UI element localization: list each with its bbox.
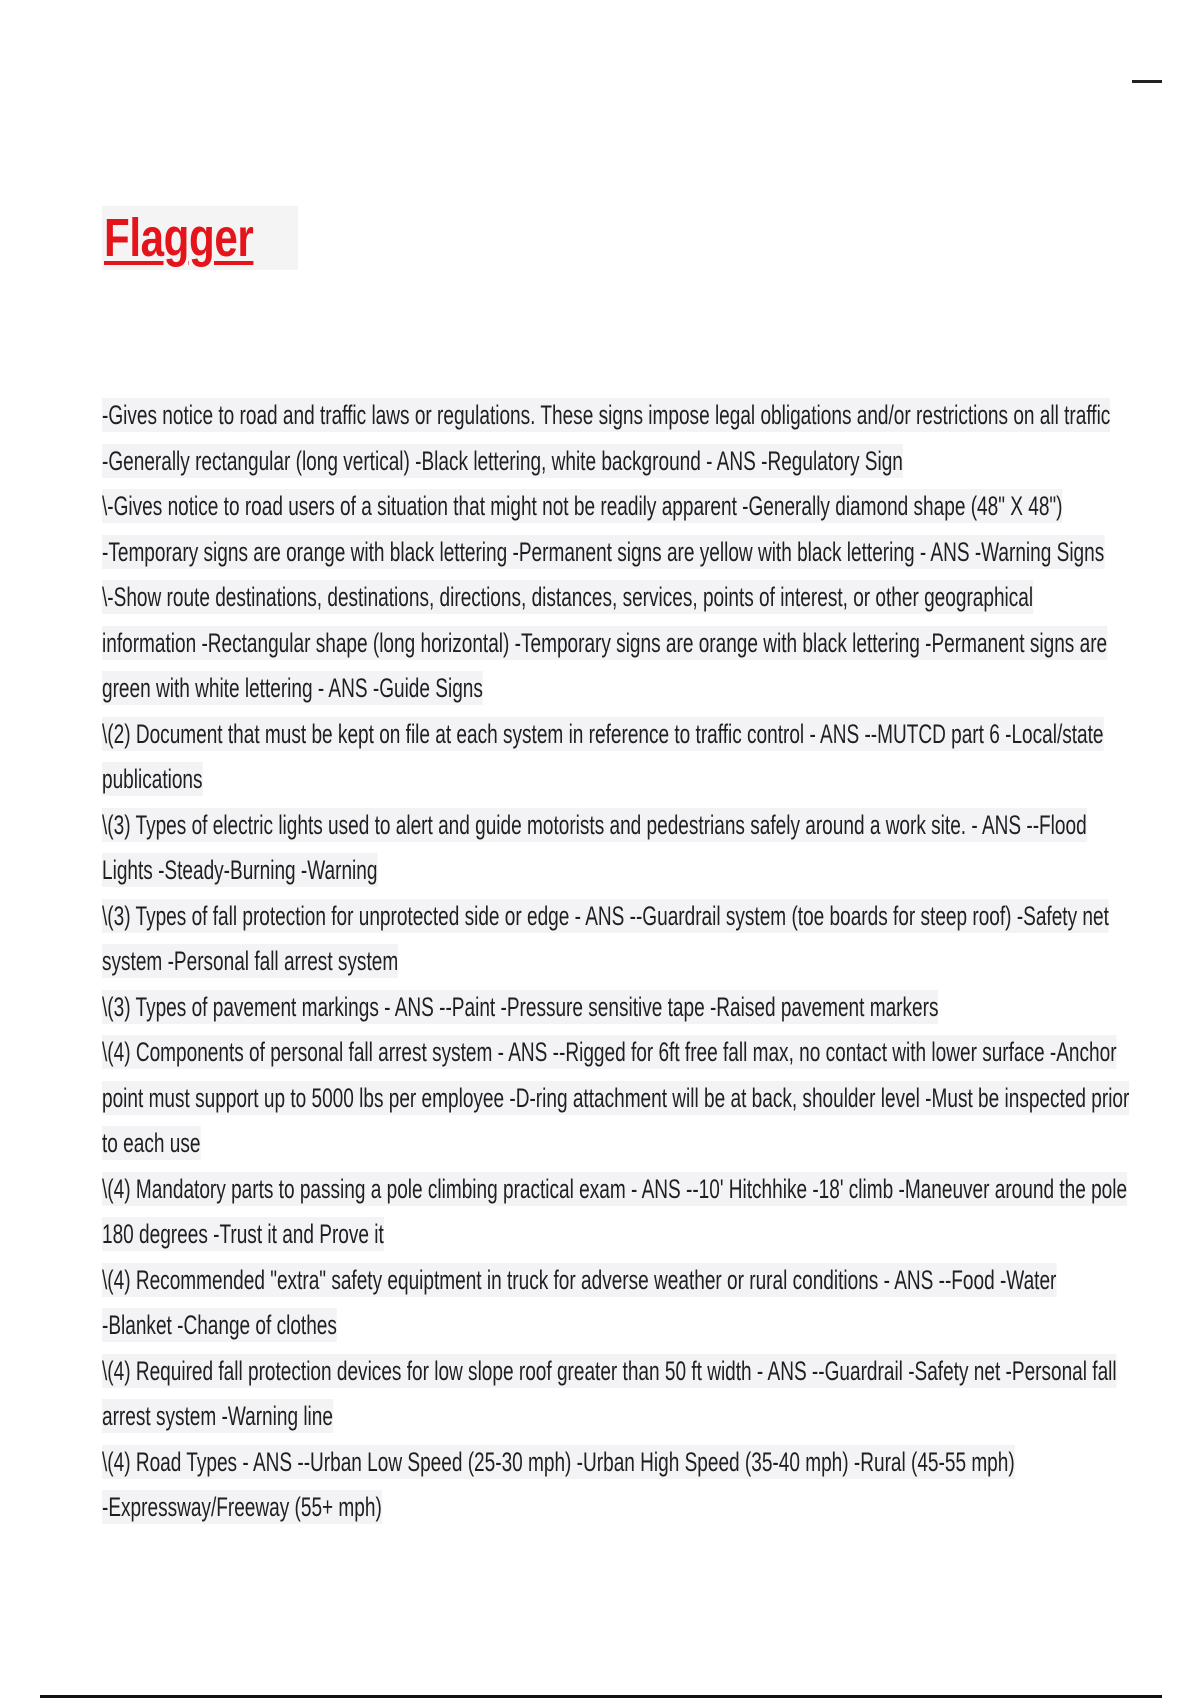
text-line (102, 1440, 1040, 1486)
text-line-content: information -Rectangular shape (long horizontal) -Temporary signs are orange with black lettering -Permanent signs are (102, 627, 1108, 658)
page-title: Flagger (104, 208, 254, 268)
footer-rule (40, 1695, 1162, 1698)
text-line (102, 1485, 1040, 1531)
text-line-content: system -Personal fall arrest system (102, 946, 399, 976)
title-block (102, 206, 298, 270)
text-line-content: \(4) Recommended "extra" safety equiptment in truck for adverse weather or rural conditions - ANS --Food -Water (102, 1264, 1057, 1295)
text-line (102, 1076, 1130, 1122)
text-line-content: -Expressway/Freeway (55+ mph) (102, 1492, 382, 1522)
text-line (102, 1303, 1040, 1349)
text-line (102, 712, 1104, 758)
text-line (102, 484, 1063, 530)
document-body (102, 393, 1130, 1531)
text-line (102, 985, 1040, 1031)
text-line-content: \(3) Types of electric lights used to alert and guide motorists and pedestrians safely around a work site. - ANS --Flood (102, 809, 1087, 840)
text-line (102, 1212, 1040, 1258)
text-line-content: point must support up to 5000 lbs per employee -D-ring attachment will be at back, shoulder level -Must be inspected prior (102, 1082, 1130, 1113)
text-line-content: -Gives notice to road and traffic laws or regulations. These signs impose legal obligations and/or restrictions on all traffic (102, 400, 1111, 430)
text-line (102, 666, 1040, 712)
text-line-content: Lights -Steady-Burning -Warning (102, 855, 378, 885)
text-line-content: \-Gives notice to road users of a situation that might not be readily apparent -Generally diamond shape (48" X 48") (102, 491, 1063, 521)
text-line-content: \(3) Types of fall protection for unprotected side or edge - ANS --Guardrail system (toe boards for steep roof) -Safety net (102, 900, 1109, 931)
text-line (102, 848, 1040, 894)
text-line (102, 1349, 1117, 1395)
top-right-dash (1132, 80, 1162, 83)
text-line-content: 180 degrees -Trust it and Prove it (102, 1219, 384, 1249)
text-line (102, 1121, 1040, 1167)
text-line-content: -Temporary signs are orange with black lettering -Permanent signs are yellow with black lettering - ANS -Warning Signs (102, 536, 1105, 567)
text-line-content: -Blanket -Change of clothes (102, 1310, 337, 1340)
text-line (102, 530, 1105, 576)
text-line-content: \(4) Required fall protection devices for low slope roof greater than 50 ft width - ANS --Guardrail -Safety net -Personal fall (102, 1355, 1117, 1386)
text-line (102, 939, 1040, 985)
text-line-content: \(4) Road Types - ANS --Urban Low Speed (25-30 mph) -Urban High Speed (35-40 mph) -Rural (45-55 mph) (102, 1446, 1015, 1477)
text-line (102, 393, 1111, 439)
text-line (102, 1394, 1040, 1440)
text-line (102, 439, 1040, 485)
text-line (102, 1030, 1117, 1076)
text-line-content: publications (102, 764, 203, 794)
text-line-content: arrest system -Warning line (102, 1401, 333, 1431)
text-line (102, 621, 1108, 667)
text-line (102, 757, 1040, 803)
text-line (102, 894, 1109, 940)
text-line (102, 803, 1087, 849)
text-line-content: \-Show route destinations, destinations, directions, distances, services, points of interest, or other geographical (102, 582, 1034, 612)
text-line-content: -Generally rectangular (long vertical) -Black lettering, white background - ANS -Regulatory Sign (102, 445, 903, 476)
text-line-content: \(4) Mandatory parts to passing a pole climbing practical exam - ANS --10' Hitchhike -18' climb -Maneuver around the pole (102, 1173, 1128, 1204)
text-line (102, 575, 1040, 621)
text-line (102, 1258, 1057, 1304)
text-line-content: to each use (102, 1128, 201, 1158)
text-line-content: \(2) Document that must be kept on file at each system in reference to traffic control - ANS --MUTCD part 6 -Local/state (102, 718, 1104, 749)
text-line-content: \(3) Types of pavement markings - ANS --Paint -Pressure sensitive tape -Raised pavement markers (102, 991, 939, 1022)
text-line-content: green with white lettering - ANS -Guide Signs (102, 673, 483, 703)
text-line (102, 1167, 1128, 1213)
text-line-content: \(4) Components of personal fall arrest system - ANS --Rigged for 6ft free fall max, no contact with lower surface -Anchor (102, 1037, 1117, 1067)
